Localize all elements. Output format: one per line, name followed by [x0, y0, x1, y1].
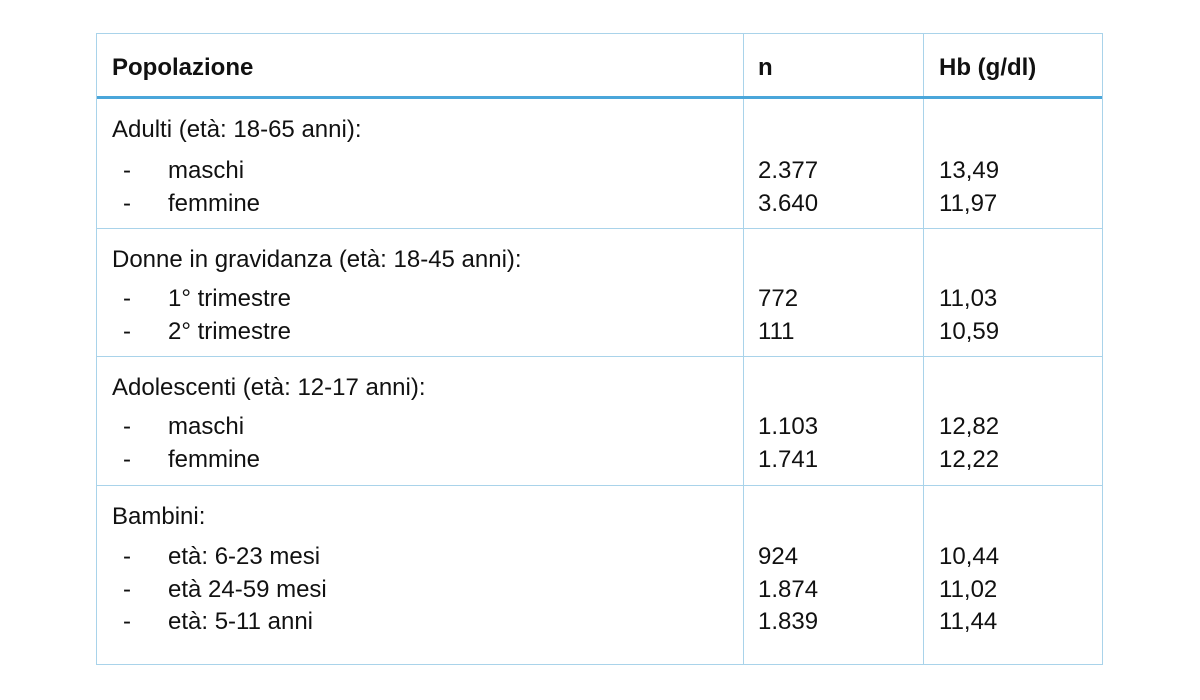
row-n: 1.839 [758, 608, 819, 635]
row-hb: 10,44 [939, 543, 1000, 570]
group-donne-gravidanza [97, 229, 1102, 357]
table-row [97, 282, 1102, 315]
row-label: età: 5-11 anni [168, 608, 313, 635]
table-row [97, 315, 1102, 348]
header-hb: Hb (g/dl) [939, 54, 1037, 81]
table-row [97, 154, 1102, 187]
bullet-dash: - [123, 608, 131, 635]
row-hb: 12,82 [939, 413, 1000, 440]
bullet-dash: - [123, 285, 131, 312]
row-label: maschi [168, 157, 245, 184]
row-n: 3.640 [758, 190, 819, 217]
row-hb: 11,97 [939, 190, 998, 217]
row-n: 924 [758, 543, 799, 570]
row-hb: 11,03 [939, 285, 998, 312]
row-label: maschi [168, 413, 245, 440]
bullet-dash: - [123, 157, 131, 184]
row-label: femmine [168, 190, 261, 217]
row-label: femmine [168, 446, 261, 473]
row-n: 1.741 [758, 446, 819, 473]
row-hb: 11,02 [939, 576, 998, 603]
row-label: 1° trimestre [168, 285, 291, 312]
group-adulti [97, 99, 1102, 229]
table-row [97, 410, 1102, 443]
table-row [97, 187, 1102, 220]
row-n: 111 [758, 318, 795, 345]
row-n: 1.103 [758, 413, 819, 440]
group-title: Adulti (età: 18-65 anni): [112, 116, 362, 143]
table-header [97, 34, 1102, 99]
group-title: Adolescenti (età: 12-17 anni): [112, 374, 426, 401]
row-n: 772 [758, 285, 799, 312]
hemoglobin-table [96, 33, 1103, 665]
row-hb: 10,59 [939, 318, 1000, 345]
row-label: età: 6-23 mesi [168, 543, 321, 570]
row-hb: 11,44 [939, 608, 998, 635]
group-bambini [97, 486, 1102, 664]
row-hb: 12,22 [939, 446, 1000, 473]
row-hb: 13,49 [939, 157, 1000, 184]
bullet-dash: - [123, 576, 131, 603]
header-n: n [758, 54, 773, 81]
table-row [97, 540, 1102, 573]
bullet-dash: - [123, 446, 131, 473]
table-row [97, 443, 1102, 476]
table-row [97, 605, 1102, 638]
row-n: 1.874 [758, 576, 819, 603]
group-adolescenti [97, 357, 1102, 486]
row-n: 2.377 [758, 157, 819, 184]
header-popolazione: Popolazione [112, 54, 254, 81]
group-title: Bambini: [112, 503, 206, 530]
row-label: 2° trimestre [168, 318, 291, 345]
bullet-dash: - [123, 543, 131, 570]
bullet-dash: - [123, 318, 131, 345]
group-title: Donne in gravidanza (età: 18-45 anni): [112, 246, 522, 273]
bullet-dash: - [123, 413, 131, 440]
bullet-dash: - [123, 190, 131, 217]
row-label: età 24-59 mesi [168, 576, 327, 603]
table-row [97, 573, 1102, 606]
